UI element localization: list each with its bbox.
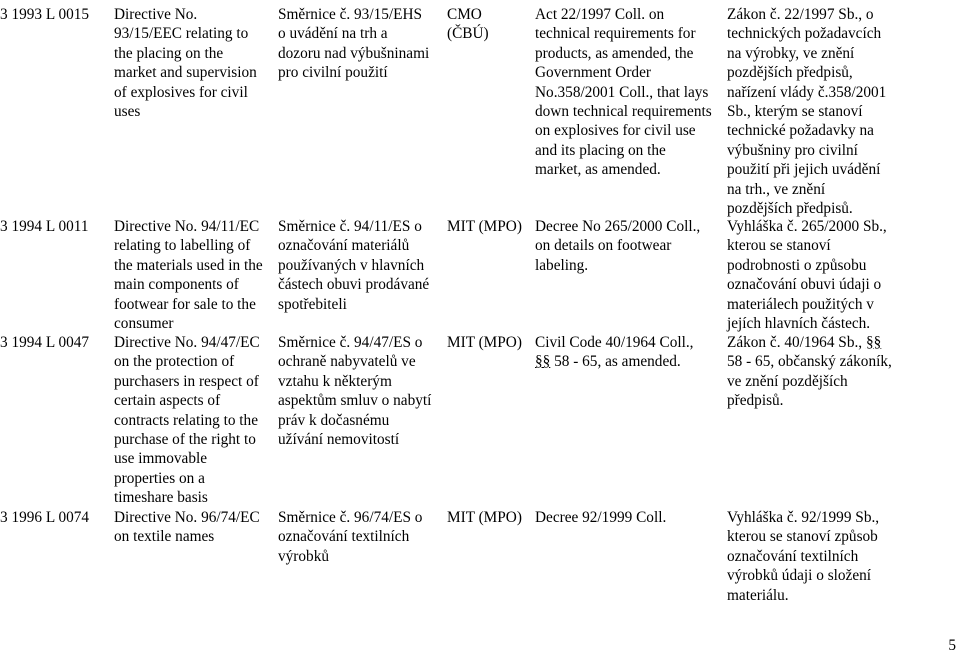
section-symbols: §§ — [865, 334, 882, 351]
directive-title-en: Directive No. 93/15/EEC relating to the placing on the market and supervision of explosives for civil uses — [114, 6, 257, 121]
directive-title-en: Directive No. 94/47/EC on the protection of purchasers in respect of certain aspects of contracts relating to the purchase of the right to use immovable properties on a timeshare basis — [114, 334, 260, 507]
implementing-act-cz-rest: 58 - 65, občanský zákoník, ve znění pozdějších předpisů. — [727, 353, 892, 410]
implementing-act-en: Act 22/1997 Coll. on technical requirements for products, as amended, the Government Order No.358/2001 Coll., that lays down technical requirements on explosives for civil use and its placing on the market, as amended. — [535, 6, 712, 179]
responsible-authority: CMO (ČBÚ) — [447, 6, 489, 43]
celex-number: 3 1993 L 0015 — [0, 6, 90, 23]
directive-title-en: Directive No. 94/11/EC relating to labelling of the materials used in the main components of footwear for sale to the consumer — [114, 218, 263, 333]
implementing-act-en-rest: 58 - 65, as amended. — [550, 353, 681, 371]
directive-title-cz: Směrnice č. 94/47/ES o ochraně nabyvatelů ve vztahu k některým aspektům smluv o nabytí práv k dočasnému užívání nemovitostí — [278, 334, 432, 449]
responsible-authority: MIT (MPO) — [447, 509, 522, 526]
celex-number: 3 1996 L 0074 — [0, 509, 90, 526]
responsible-authority: MIT (MPO) — [447, 334, 522, 351]
implementing-act-cz: Vyhláška č. 92/1999 Sb., kterou se stanoví způsob označování textilních výrobků údaji o složení materiálu. — [727, 509, 880, 604]
directive-title-en: Directive No. 96/74/EC on textile names — [114, 509, 260, 546]
implementing-act-en: Decree No 265/2000 Coll., on details on footwear labeling. — [535, 218, 701, 274]
section-symbols: §§ — [535, 353, 551, 371]
implementing-act-cz — [727, 333, 960, 411]
responsible-authority: MIT (MPO) — [447, 218, 522, 235]
implementing-act-cz: Vyhláška č. 265/2000 Sb., kterou se stanoví podrobnosti o způsobu označování obuvi údaji o materiálech použitých v jejích hlavních částech. — [727, 218, 887, 333]
celex-number: 3 1994 L 0011 — [0, 218, 89, 235]
implementing-act-en — [535, 333, 723, 372]
directive-title-cz: Směrnice č. 94/11/ES o označování materiálů používaných v hlavních částech obuvi prodávané spotřebiteli — [278, 218, 430, 313]
directive-title-cz: Směrnice č. 96/74/ES o označování textilních výrobků — [278, 509, 423, 565]
celex-number: 3 1994 L 0047 — [0, 334, 90, 351]
directive-title-cz: Směrnice č. 93/15/EHS o uvádění na trh a dozoru nad výbušninami pro civilní použití — [278, 6, 430, 82]
implementing-act-en-line1: Civil Code 40/1964 Coll., — [535, 334, 694, 351]
implementing-act-cz: Zákon č. 22/1997 Sb., o technických požadavcích na výrobky, ve znění pozdějších předpisů, nařízení vlády č.358/2001 Sb., kterým se stanoví technické požadavky na výbušniny pro civilní použití při jejich uvádění na trh., ve znění pozdějších předpisů. — [727, 6, 887, 218]
page-number: 5 — [948, 636, 956, 654]
implementing-act-cz-line1: Zákon č. 40/1964 Sb., — [727, 334, 863, 351]
implementing-act-en: Decree 92/1999 Coll. — [535, 509, 667, 526]
